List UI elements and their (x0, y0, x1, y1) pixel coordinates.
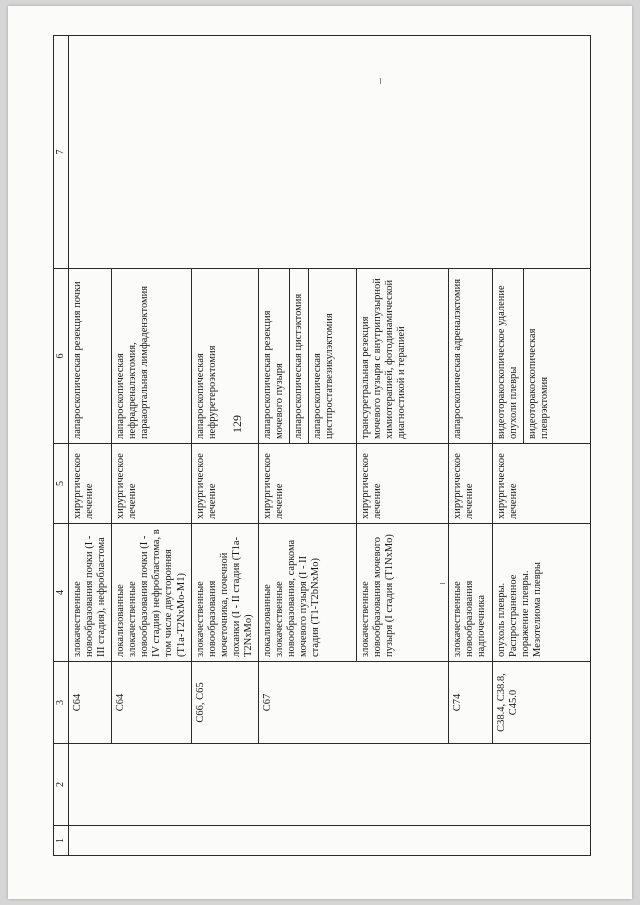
cell-icd: C66, C65 (191, 662, 258, 744)
page-number: 129 (230, 415, 244, 433)
table-row (69, 36, 112, 856)
cell-method: лапароскопическая нефрадреналэктомия, парааортальная лимфаденэктомия (112, 269, 191, 444)
cell-diagnosis: злокачественные новообразования мочевого пузыря (I стадия (T1NxMo) (356, 524, 448, 662)
col-header-5: 5 (54, 444, 69, 524)
cell-method: лапароскопическая адреналэктомия (448, 269, 492, 444)
cell-diagnosis: опухоль плевры. Распространенное поражение плевры. Мезотелиома плевры (492, 524, 590, 662)
cell-treatment: хирургическое лечение (69, 444, 112, 524)
cell-icd: C64 (112, 662, 191, 744)
rotated-table-container (53, 36, 591, 856)
cell-diagnosis: злокачественные новообразования мочеточника, почечной лоханки (I - II стадия (T1a-T2NxMo) (191, 524, 258, 662)
method-item: лапароскопическая цистэктомия (289, 269, 305, 443)
cell-diagnosis: злокачественные новообразования почки (I - III стадия), нефробластома (69, 524, 112, 662)
treatment-table (53, 35, 591, 856)
cell-methods (258, 269, 356, 444)
cell-number (69, 826, 591, 856)
cell-icd: C67 (258, 662, 448, 744)
cell-diagnosis: локализованные злокачественные новообразования, саркома мочевого пузыря (I - II стадия (T1-T2bNxMo) (258, 524, 356, 662)
cell-treatment: хирургическое лечение (258, 444, 356, 524)
col-header-2: 2 (54, 744, 69, 826)
method-item: лапароскопическая цистпростатвезикулэктомия (308, 269, 336, 443)
col-header-6: 6 (54, 269, 69, 444)
cell-treatment: хирургическое лечение (448, 444, 492, 524)
cell-empty (69, 36, 591, 269)
cell-icd: C38.4, C38.8, C45.0 (492, 662, 590, 744)
cell-methods (492, 269, 590, 444)
col-header-7: 7 (54, 36, 69, 269)
cell-diagnosis: злокачественные новообразования надпочечника (448, 524, 492, 662)
col-header-4: 4 (54, 524, 69, 662)
method-item: лапароскопическая резекция мочевого пузыря (261, 310, 285, 439)
cell-method: лапароскопическая нефруретероэктомия (191, 269, 258, 444)
method-item: видеоторакоскопическая плеврэктомия (523, 269, 551, 443)
cell-treatment: хирургическое лечение (191, 444, 258, 524)
cell-treatment: хирургическое лечение (492, 444, 590, 524)
header-row (54, 36, 69, 856)
col-header-1: 1 (54, 826, 69, 856)
cell-icd: C74 (448, 662, 492, 744)
cell-icd: C64 (69, 662, 112, 744)
cell-method-group (69, 744, 591, 826)
cell-treatment: хирургическое лечение (356, 444, 448, 524)
method-item: видеоторакоскопическое удаление опухоли плевры (495, 285, 519, 439)
cell-diagnosis: локализованные злокачественные новообразования почки (I - IV стадия) нефробластома, в том числе двусторонняя (T1a-T2NxMo-M1) (112, 524, 191, 662)
cell-treatment: хирургическое лечение (112, 444, 191, 524)
cell-method: трансуретральная резекция мочевого пузыря с внутрипузырной химиотерапией, фотодинамической диагностикой и терапией (356, 269, 448, 444)
cell-method: лапароскопическая резекция почки (69, 269, 112, 444)
col-header-3: 3 (54, 662, 69, 744)
